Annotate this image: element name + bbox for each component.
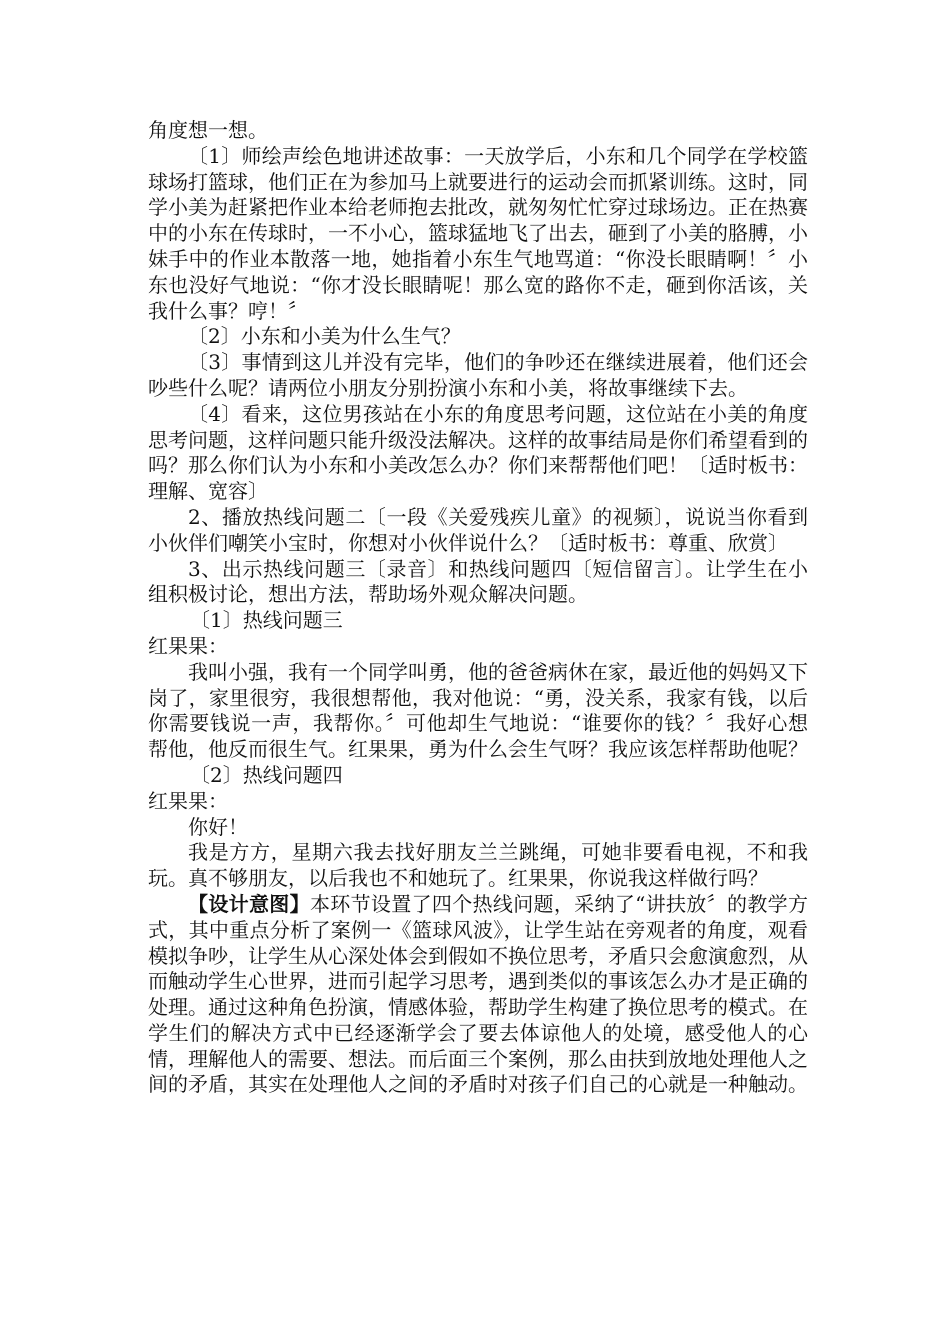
subheading-hotline-3: 〔1〕热线问题三 [190,608,343,633]
paragraph-hotline-2: 2、播放热线问题二〔一段《关爱残疾儿童》的视频〕，说说当你看到小伙伴们嘲笑小宝时，你想对小伙伴说什么？〔适时板书：尊重、欣赏〕 [148,504,808,555]
design-intent-text: 本环节设置了四个热线问题，采纳了“讲扶放〞的教学方式，其中重点分析了案例一《篮球风波》，让学生站在旁观者的角度，观看模拟争吵，让学生从心深处体会到假如不换位思考，矛盾只会愈演愈烈，从而触动学生心世界，进而引起学习思考，遇到类似的事该怎么办才是正确的处理。通过这种角色扮演，情感体验，帮助学生构建了换位思考的模式。在学生们的解决方式中已经逐渐学会了要去体谅他人的处境，感受他人的心情，理解他人的需要、想法。而后面三个案例，那么由扶到放地处理他人之间的矛盾，其实在处理他人之间的矛盾时对孩子们自己的心就是一种触动。 [148,891,808,1097]
paragraph-question-4: 〔4〕看来，这位男孩站在小东的角度思考问题，这位站在小美的角度思考问题，这样问题只能升级没法解决。这样的故事结局是你们希望看到的吗？那么你们认为小东和小美改怎么办？你们来帮帮他们吧！〔适时板书：理解、宽容〕 [148,401,808,504]
paragraph-story: 〔1〕师绘声绘色地讲述故事：一天放学后，小东和几个同学在学校篮球场打篮球，他们正在为参加马上就要进行的运动会而抓紧训练。这时，同学小美为赶紧把作业本给老师抱去批改，就匆匆忙忙穿过球场边。正在热赛中的小东在传球时，一不小心，篮球猛地飞了出去，砸到了小美的胳膊，小妹手中的作业本散落一地，她指着小东生气地骂道：“你没长眼睛啊！〞小东也没好气地说：“你才没长眼睛呢！那么宽的路你不走，砸到你活该，关我什么事？哼！〞 [148,143,808,323]
letter-body-2: 我是方方，星期六我去找好朋友兰兰跳绳，可她非要看电视，不和我玩。真不够朋友，以后我也不和她玩了。红果果，你说我这样做行吗？ [148,840,808,891]
paragraph-question-3: 〔3〕事情到这儿并没有完毕，他们的争吵还在继续进展着，他们还会吵些什么呢？请两位小朋友分别扮演小东和小美，将故事继续下去。 [148,350,808,400]
subheading-hotline-4: 〔2〕热线问题四 [190,762,343,787]
paragraph-question-2: 〔2〕小东和小美为什么生气？ [188,324,461,349]
document-body [148,118,808,1098]
letter-salutation-1: 红果果： [148,633,228,658]
paragraph-continuation: 角度想一想。 [148,118,268,142]
letter-greeting-2: 你好！ [188,814,248,839]
paragraph-hotline-3-4: 3、出示热线问题三〔录音〕和热线问题四〔短信留言〕。让学生在小组积极讨论，想出方法，帮助场外观众解决问题。 [148,556,808,607]
letter-body-1: 我叫小强，我有一个同学叫勇，他的爸爸病休在家，最近他的妈妈又下岗了，家里很穷，我很想帮他，我对他说：“勇，没关系，我家有钱，以后你需要钱说一声，我帮你。〞可他却生气地说：“谁要你的钱？〞我好心想帮他，他反而很生气。红果果，勇为什么会生气呀？我应该怎样帮助他呢？ [148,659,808,762]
letter-salutation-2: 红果果： [148,788,228,813]
paragraph-design-intent [148,892,808,1098]
design-intent-label: 【设计意图】 [188,891,310,916]
